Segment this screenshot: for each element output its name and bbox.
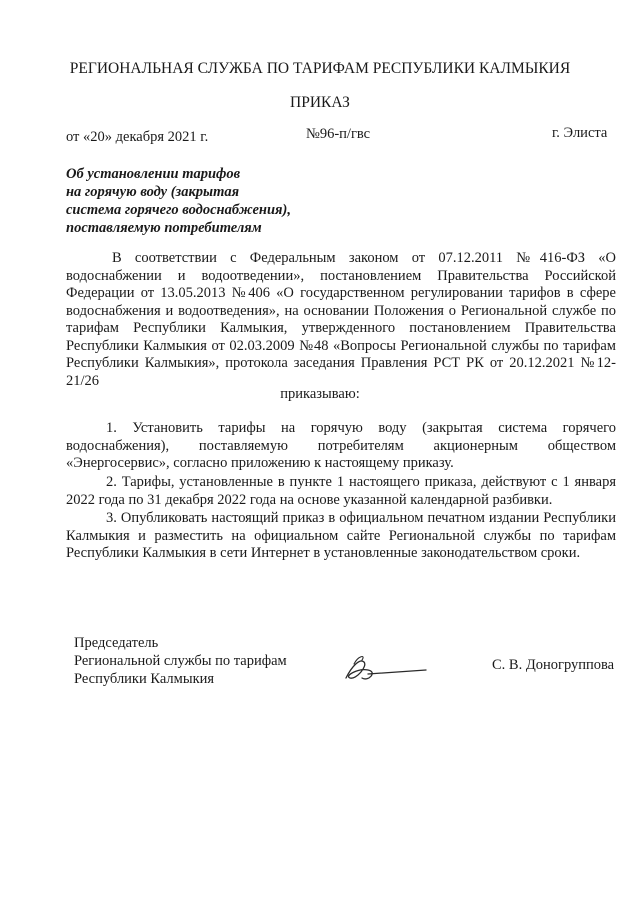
decree-word: приказываю: [280,386,360,402]
signatory-title-line: Председатель [74,635,159,651]
signatory-title-line: Региональной службы по тарифам [74,653,287,669]
subject-line: Об установлении тарифов [66,166,241,182]
order-number: №96-п/гвс [306,126,371,142]
preamble-paragraph: В соответствии с Федеральным законом от 07.12.2011 №416-ФЗ «О водоснабжении и водоотведении», постановлением Правительства Российской Федерации от 13.05.2013 №406 «О государственном регулировании тарифов в сфере водоснабжения и водоотведения», на основании Положения о Региональной службе по тарифам Республики Калмыкия, утвержденного постановлением Правительства Республики Калмыкия от 02.03.2009 №48 «Вопросы Региональной службы по тарифам Республики Калмыкия», протокола заседания Правления РСТ РК от 20.12.2021 №12-21/26 [66,250,616,389]
signatory-title [74,634,287,688]
order-city: г. Элиста [552,125,608,141]
order-item-2: 2. Тарифы, установленные в пункте 1 настоящего приказа, действуют с 1 января 2022 года по 31 декабря 2022 года на основе указанной календарной разбивки. [66,474,616,508]
order-date: от «20» декабря 2021 г. [66,129,209,145]
order-item-1: 1. Установить тарифы на горячую воду (закрытая система горячего водоснабжения), поставляемую потребителям акционерным обществом «Энергосервис», согласно приложению к настоящему приказу. [66,420,616,471]
signatory-name: С. В. Доногруппова [492,657,615,673]
handwritten-signature [338,648,428,688]
organization-name: РЕГИОНАЛЬНАЯ СЛУЖБА ПО ТАРИФАМ РЕСПУБЛИКИ КАЛМЫКИЯ [69,60,571,77]
signatory-title-line: Республики Калмыкия [74,671,215,687]
subject-line: на горячую воду (закрытая [66,184,240,200]
order-subject [66,165,366,237]
subject-line: система горячего водоснабжения), [66,202,291,218]
subject-line: поставляемую потребителям [66,220,262,236]
order-item-3: 3. Опубликовать настоящий приказ в официальном печатном издании Республики Калмыкия и разместить на официальном сайте Региональной службы по тарифам Республики Калмыкия в сети Интернет в установленные законодательством сроки. [66,510,616,561]
document-type: ПРИКАЗ [290,94,350,111]
